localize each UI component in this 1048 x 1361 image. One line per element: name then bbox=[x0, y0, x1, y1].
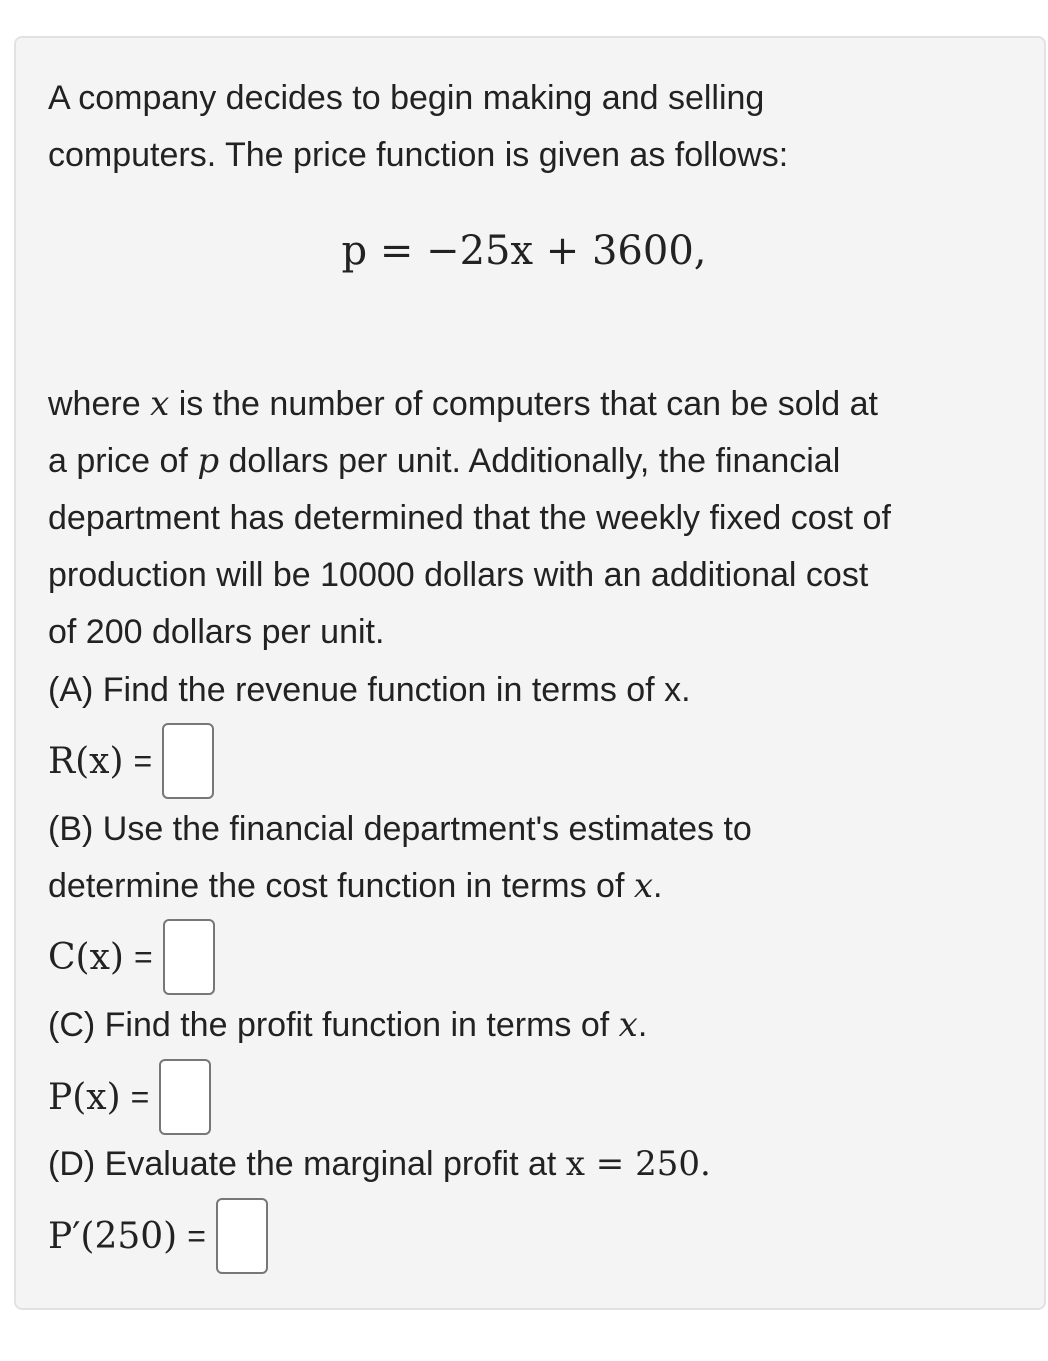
part-b-answer-row bbox=[48, 917, 215, 997]
price-suffix: dollars per unit. Additionally, the financial bbox=[219, 442, 841, 480]
part-b-prompt-line-2 bbox=[48, 866, 662, 906]
variable-x: x bbox=[618, 1005, 638, 1045]
part-d-prompt-text: (D) Evaluate the marginal profit at bbox=[48, 1145, 566, 1183]
intro-text-line-1: A company decides to begin making and selling bbox=[48, 79, 765, 117]
where-prefix: where bbox=[48, 385, 151, 423]
variable-p: p bbox=[197, 441, 220, 481]
intro-text-line-2: computers. The price function is given as follows: bbox=[48, 136, 789, 174]
part-b-prompt-text: determine the cost function in terms of bbox=[48, 867, 634, 905]
variable-x: x bbox=[633, 866, 654, 906]
price-prefix: a price of bbox=[48, 442, 198, 480]
unit-cost-text-line: of 200 dollars per unit. bbox=[48, 613, 385, 651]
cost-function-label: C(x) bbox=[48, 936, 124, 978]
variable-x: x bbox=[150, 384, 170, 424]
part-d-prompt bbox=[48, 1144, 711, 1184]
price-text-line bbox=[48, 441, 840, 481]
equals-sign: = bbox=[187, 1217, 206, 1254]
profit-function-label: P(x) bbox=[48, 1076, 121, 1118]
equals-sign: = bbox=[130, 1078, 150, 1115]
part-c-answer-row bbox=[48, 1057, 211, 1137]
equals-sign: = bbox=[133, 938, 153, 975]
part-c-prompt-text: (C) Find the profit function in terms of bbox=[48, 1006, 619, 1044]
part-a-answer-row bbox=[48, 721, 214, 801]
marginal-profit-answer-input[interactable] bbox=[216, 1198, 268, 1274]
part-b-period: . bbox=[653, 867, 663, 905]
cost-answer-input[interactable] bbox=[163, 919, 215, 995]
part-d-answer-row bbox=[48, 1196, 268, 1276]
part-c-prompt bbox=[48, 1005, 647, 1045]
revenue-answer-input[interactable] bbox=[162, 723, 214, 799]
marginal-profit-label: P′(250) bbox=[48, 1215, 178, 1257]
production-text-line: production will be 10000 dollars with an additional cost bbox=[48, 556, 869, 594]
part-a-prompt: (A) Find the revenue function in terms of x. bbox=[48, 671, 691, 709]
part-d-math: x = 250. bbox=[565, 1144, 711, 1184]
department-text-line: department has determined that the weekly fixed cost of bbox=[48, 499, 891, 537]
profit-answer-input[interactable] bbox=[159, 1059, 211, 1135]
equals-sign: = bbox=[133, 742, 153, 779]
where-text-line bbox=[48, 384, 878, 424]
where-suffix: is the number of computers that can be sold at bbox=[169, 385, 878, 423]
part-b-prompt-line-1: (B) Use the financial department's estimates to bbox=[48, 810, 752, 848]
price-equation: p = −25x + 3600, bbox=[341, 228, 707, 274]
part-c-period: . bbox=[637, 1006, 648, 1044]
revenue-function-label: R(x) bbox=[48, 740, 124, 782]
